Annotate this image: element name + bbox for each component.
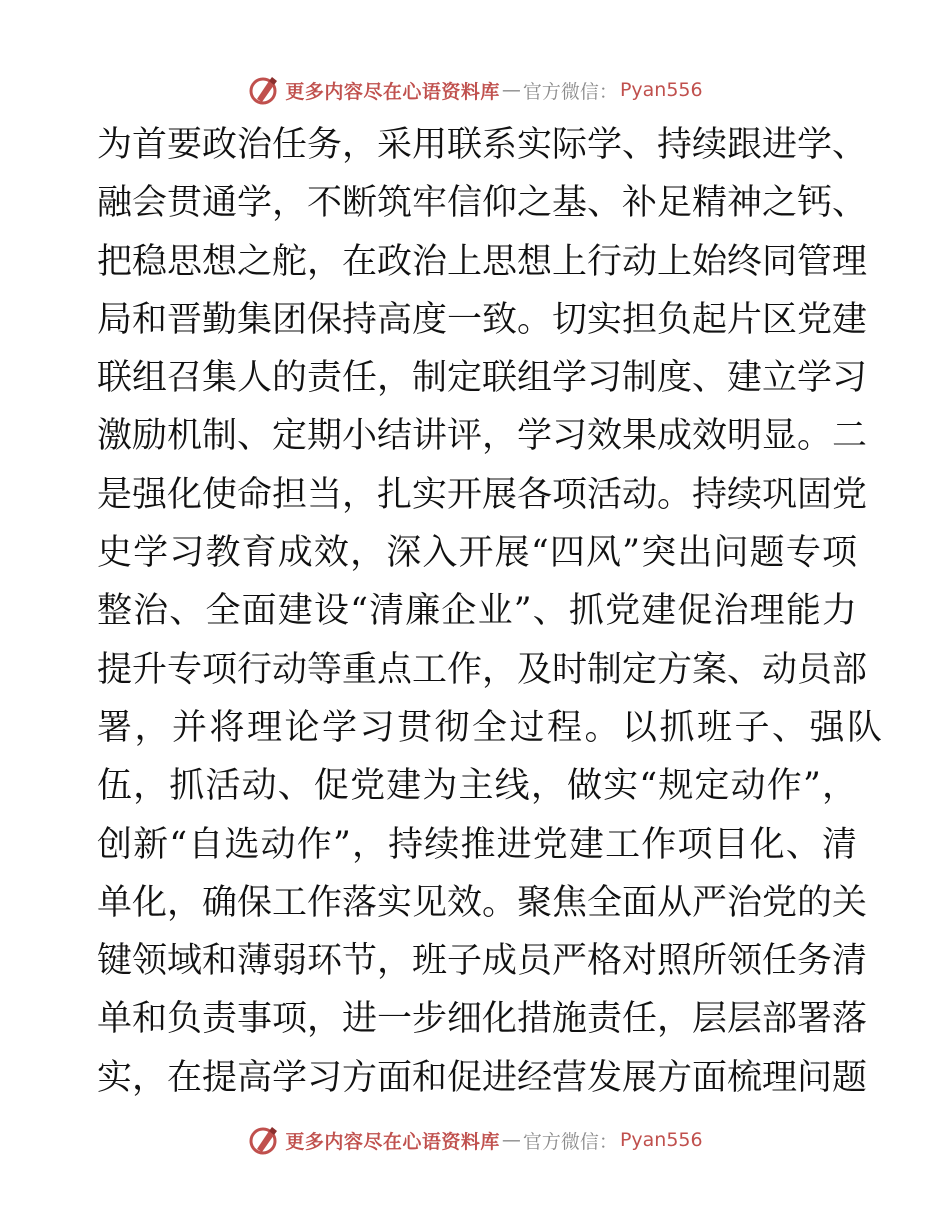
watermark-lead: 更多内容尽在心语资料库 (285, 1130, 500, 1153)
circle-pen-logo-icon (247, 1123, 281, 1157)
watermark-label: 官方微信： (522, 80, 618, 103)
body-line: 联组召集人的责任，制定联组学习制度、建立学习 (97, 358, 868, 399)
body-line: 整治、全面建设“清廉企业”、抓党建促治理能力 (97, 591, 857, 632)
body-line: 激励机制、定期小结讲评，学习效果成效明显。二 (97, 416, 868, 457)
body-line: 把稳思想之舵，在政治上思想上行动上始终同管理 (97, 241, 868, 282)
body-line: 局和晋勤集团保持高度一致。切实担负起片区党建 (97, 299, 868, 340)
body-line: 创新“自选动作”，持续推进党建工作项目化、清 (97, 824, 857, 865)
body-line: 署，并将理论学习贯彻全过程。以抓班子、强队 (97, 707, 885, 748)
watermark-handle: Pyan556 (619, 1129, 703, 1151)
watermark-lead: 更多内容尽在心语资料库 (285, 80, 500, 103)
body-line: 融会贯通学，不断筑牢信仰之基、补足精神之钙、 (97, 183, 868, 224)
header-watermark (0, 70, 950, 110)
body-line: 伍，抓活动、促党建为主线，做实“规定动作”， (97, 766, 857, 807)
body-line: 为首要政治任务，采用联系实际学、持续跟进学、 (97, 125, 868, 165)
circle-pen-logo-icon (247, 73, 281, 107)
footer-watermark (0, 1120, 950, 1160)
document-body (97, 116, 885, 1107)
body-line: 键领域和薄弱环节，班子成员严格对照所领任务清 (97, 941, 868, 982)
watermark-separator: — (501, 1129, 521, 1151)
body-line: 是强化使命担当，扎实开展各项活动。持续巩固党 (97, 474, 868, 515)
watermark-separator: — (501, 79, 521, 101)
watermark-label: 官方微信： (522, 1130, 618, 1153)
body-line: 提升专项行动等重点工作，及时制定方案、动员部 (97, 649, 868, 690)
watermark-handle: Pyan556 (619, 79, 703, 101)
body-line: 实，在提高学习方面和促进经营发展方面梳理问题 (97, 1057, 868, 1098)
body-line: 史学习教育成效，深入开展“四风”突出问题专项 (97, 533, 857, 574)
body-line: 单和负责事项，进一步细化措施责任，层层部署落 (97, 999, 868, 1040)
body-line: 单化，确保工作落实见效。聚焦全面从严治党的关 (97, 882, 868, 923)
